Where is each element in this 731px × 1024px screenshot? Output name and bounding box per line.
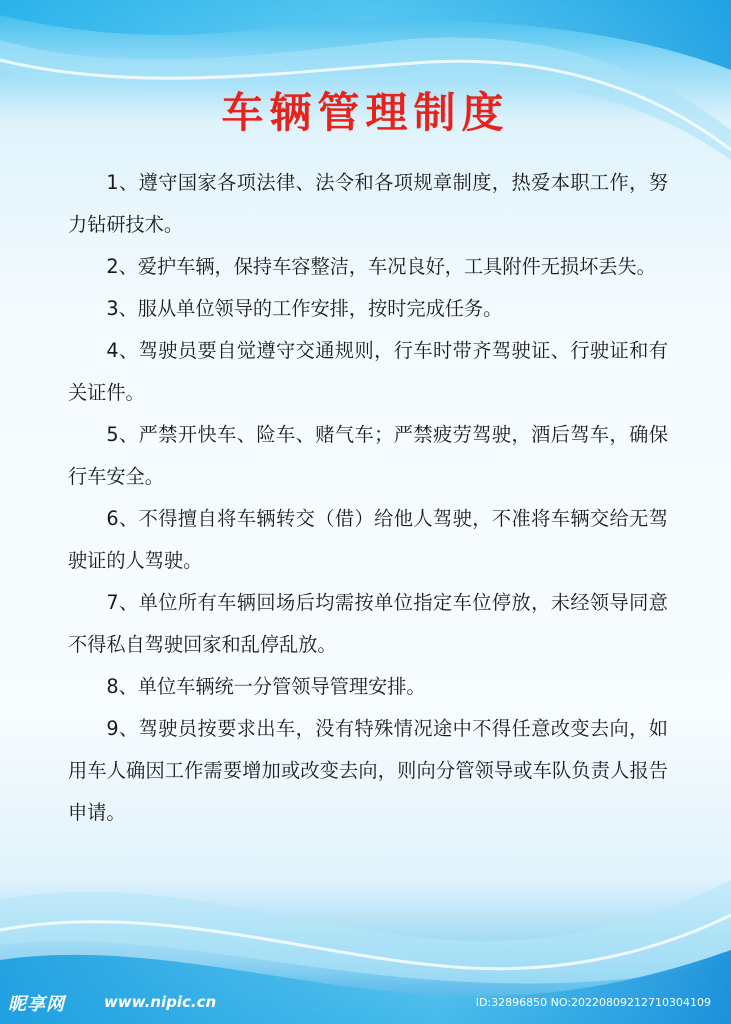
- rule-item: 9、驾驶员按要求出车，没有特殊情况途中不得任意改变去向，如用车人确因工作需要增加或改变去向，则向分管领导或车队负责人报告申请。: [68, 717, 668, 824]
- rule-item: 2、爱护车辆，保持车容整洁，车况良好，工具附件无损坏丢失。: [106, 255, 656, 278]
- watermark-url: www.nipic.cn: [104, 993, 217, 1011]
- page-title: 车辆管理制度: [221, 88, 510, 137]
- rule-item: 4、驾驶员要自觉遵守交通规则，行车时带齐驾驶证、行驶证和有关证件。: [68, 339, 668, 404]
- watermark-logo: 昵享网: [8, 994, 65, 1015]
- rules-list: [68, 162, 668, 834]
- rule-item: 1、遵守国家各项法律、法令和各项规章制度，热爱本职工作，努力钻研技术。: [68, 171, 668, 236]
- rule-item: 5、严禁开快车、险车、赌气车；严禁疲劳驾驶，酒后驾车，确保行车安全。: [68, 423, 668, 488]
- rule-item: 8、单位车辆统一分管领导管理安排。: [106, 675, 426, 698]
- rule-item: 3、服从单位领导的工作安排，按时完成任务。: [106, 297, 503, 320]
- watermark-id: ID:32896850 NO:20220809212710304109: [475, 996, 711, 1009]
- rule-item: 6、不得擅自将车辆转交（借）给他人驾驶，不准将车辆交给无驾驶证的人驾驶。: [68, 507, 668, 572]
- rule-item: 7、单位所有车辆回场后均需按单位指定车位停放，未经领导同意不得私自驾驶回家和乱停乱放。: [68, 591, 668, 656]
